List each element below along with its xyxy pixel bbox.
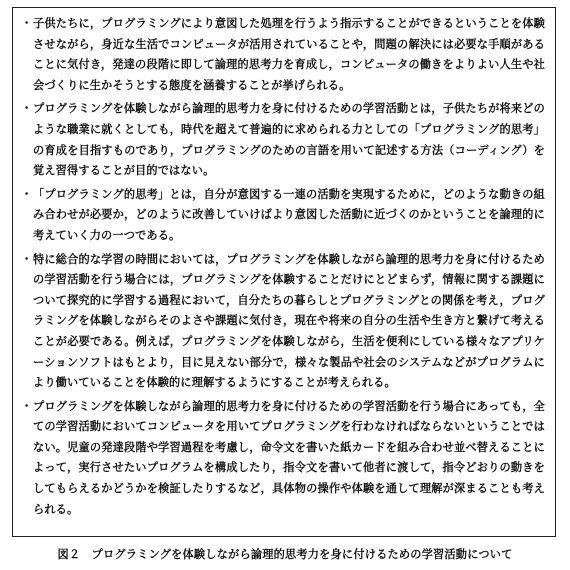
bullet-item-1: [21, 14, 545, 96]
bullet-mark: ・: [21, 187, 33, 201]
bullet-text-1: 子供たちに，プログラミングにより意図した処理を行うよう指示することができるということを体験させながら，身近な生活でコンピュータが活用されていることや，問題の解決には必要な手順があることに気付き，発達の段階に即して論理的思考力を育成し，コンピュータの働きをよりよい人生や社会づくりに生かそうとする態度を涵養することが挙げられる。: [33, 17, 545, 92]
bullet-item-4: [21, 250, 545, 394]
bullet-text-5: プログラミングを体験しながら論理的思考力を身に付けるための学習活動を行う場合にあっても，全ての学習活動においてコンピュータを用いてプログラミングを行わなければならないということではない。児童の発達段階や学習過程を考慮し，命令文を書いた紙カードを組み合わせ並べ替えることによって，実行させたいプログラムを構成したり，指令文を書いて他者に渡して，指令どおりの動きをしてもらえるかどうかを検証したりするなど，具体物の操作や体験を通して理解が深まることも考えられる。: [33, 399, 545, 516]
bullet-text-4: 特に総合的な学習の時間においては，プログラミングを体験しながら論理的思考力を身に付けるための学習活動を行う場合には，プログラミングを体験することだけにとどまらず，情報に関する課題について探究的に学習する過程において，自分たちの暮らしとプログラミングとの関係を考え，プログラミングを体験しながらそのよさや課題に気付き，現在や将来の自分の生活や生き方と繋げて考えることが必要である。例えば，プログラミングを体験しながら，生活を便利にしている様々なアプリケーションソフトはもとより，目に見えない部分で，様々な製品や社会のシステムなどがプログラムにより働いていることを体験的に理解するようにすることが考えられる。: [33, 252, 545, 390]
figure-caption: 図２ プログラミングを体験しながら論理的思考力を身に付けるための学習活動について: [57, 548, 513, 561]
bullet-item-2: [21, 99, 545, 181]
figure-box: [12, 7, 556, 537]
bullet-text-2: プログラミングを体験しながら論理的思考力を身に付けるための学習活動とは，子供たちが将来どのような職業に就くとしても，時代を超えて普遍的に求められる力としての「プログラミング的思考」の育成を目指すものであり，プログラミングのための言語を用いて記述する方法（コーディング）を覚え習得することが目的ではない。: [33, 102, 545, 178]
bullet-item-5: [21, 397, 545, 521]
bullet-mark: ・: [21, 252, 33, 266]
bullet-mark: ・: [21, 399, 33, 413]
bullet-mark: ・: [21, 102, 33, 116]
bullet-item-3: [21, 185, 545, 247]
bullet-text-3: 「プログラミング的思考」とは，自分が意図する一連の活動を実現するために，どのような動きの組み合わせが必要か，どのように改善していけばより意図した活動に近づくのかということを論理的に考えていく力の一つである。: [33, 187, 545, 242]
bullet-mark: ・: [21, 17, 33, 30]
